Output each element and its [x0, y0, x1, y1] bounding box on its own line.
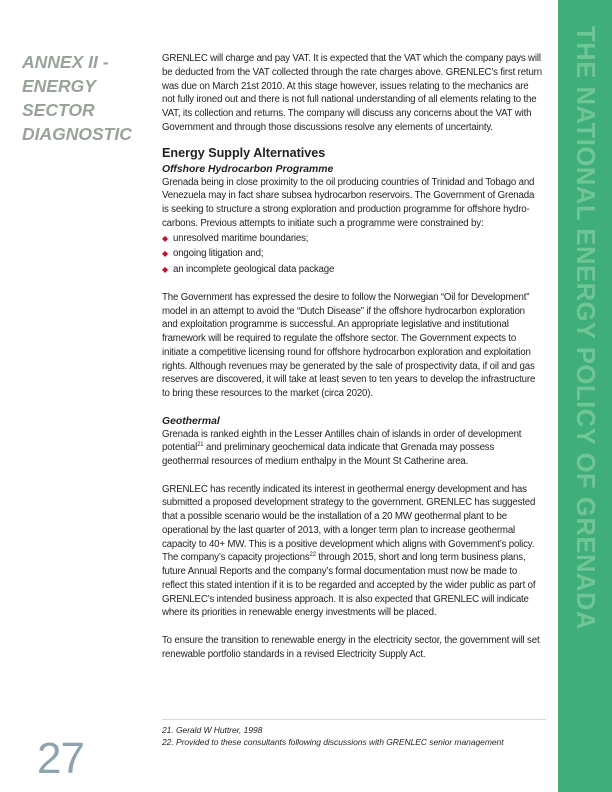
text: and preliminary geochemical data indicate that Grenada may possess geothermal resources of medium enthalpy in the Mount St Catherine area. [162, 442, 495, 467]
sidebar-title: THE NATIONAL ENERGY POLICY OF GRENADA [571, 26, 599, 631]
offshore-paragraph: The Government has expressed the desire to follow the Norwegian “Oil for Development” model in an attempt to avoid the “Dutch Disease” if the offshore hydrocarbon exploration and exploitation programme is successful. An appropriate legislative and institutional framework will be required to regulate the offshore sector. The Government expects to initiate a competitive licensing round for offshore hydrocarbon exploration and exploitation rights. Although revenues may be generated by the sale of prospectivity data, if oil and gas reserves are discovered, it will take at least seven to ten years to develop the infrastructure to bring these resources to the market (circa 2020). [162, 291, 536, 399]
text: through 2015, short and long term business plans, future Annual Reports and the company’s formal documentation must now be made to reflect this stated intention if it is to be regarded and accepted by the wider public as part of GRENLEC’s intended business approach. It is also expected that GRENLEC will indicate where its priorities in renewable energy investments will be placed. [162, 552, 536, 619]
vat-paragraph: GRENLEC will charge and pay VAT. It is expected that the VAT which the company pays will be deducted from the VAT collected through the rate charges above. GRENLEC’s first return was due on March 21st 2010. At this stage however, issues relating to the mechanics are not fully ironed out and there is not full national understanding of all elements relating to the VAT, its collection and returns. The company will discuss any concerns about the VAT with Government and through those discussions resolve any elements of uncertainty. [162, 53, 542, 133]
diamond-bullet-icon: ◆ [162, 233, 168, 243]
annex-title-line: SECTOR [22, 100, 95, 120]
annex-title-line: DIAGNOSTIC [22, 124, 132, 144]
text: Grenada is ranked eighth in the Lesser Antilles chain of islands in order of development potential [162, 428, 522, 454]
annex-title-line: ENERGY [22, 76, 96, 96]
geothermal-paragraph-2 [162, 483, 542, 621]
footnote-divider [162, 719, 546, 720]
footnote-ref[interactable]: 21 [197, 442, 204, 449]
annex-title [22, 50, 152, 146]
section-heading: Energy Supply Alternatives [162, 145, 326, 160]
geothermal-paragraph-1 [162, 428, 542, 469]
page-number: 27 [37, 734, 84, 783]
sidebar-band [558, 0, 612, 792]
list-item-text: ongoing litigation and; [173, 248, 264, 259]
text: GRENLEC has recently indicated its interest in geothermal energy development and has submitted a proposed development strategy to the government. GRENLEC has suggested that a possible scenario would be the installation of a 20 MW geothermal plant to be operational by the last quarter of 2013, with a longer term plan to increase geothermal capacity to 40+ MW. This is a positive development which aligns with Government’s policy. The company’s capacity projections [162, 483, 536, 564]
footnote: 22. Provided to these consultants following discussions with GRENLEC senior management [162, 737, 504, 747]
list-item [162, 262, 542, 278]
list-item-text: unresolved maritime boundaries; [173, 232, 309, 244]
main-text [162, 52, 542, 661]
footnote-ref[interactable]: 22 [309, 552, 316, 559]
list-item-text: an incomplete geological data package [173, 263, 335, 275]
annex-title-line: ANNEX II - [22, 52, 109, 72]
geothermal-paragraph-3: To ensure the transition to renewable energy in the electricity sector, the government will set renewable portfolio standards in a revised Electricity Supply Act. [162, 634, 540, 660]
footnote: 21. Gerald W Huttrer, 1998 [162, 725, 263, 735]
constraints-list [162, 231, 542, 278]
offshore-heading: Offshore Hydrocarbon Programme [162, 163, 334, 175]
list-item [162, 231, 542, 247]
offshore-intro: Grenada being in close proximity to the oil producing countries of Trinidad and Tobago and Venezuela may in fact share subsea hydrocarbon reservoirs. The Government of Grenada is seeking to structure a strong exploration and production programme for offshore hydro-carbons. Previous attempts to initiate such a programme were constrained by: [162, 176, 535, 229]
diamond-bullet-icon: ◆ [162, 249, 168, 258]
diamond-bullet-icon: ◆ [162, 264, 168, 274]
list-item [162, 246, 542, 262]
geothermal-heading: Geothermal [162, 415, 220, 427]
footnotes [162, 724, 504, 748]
